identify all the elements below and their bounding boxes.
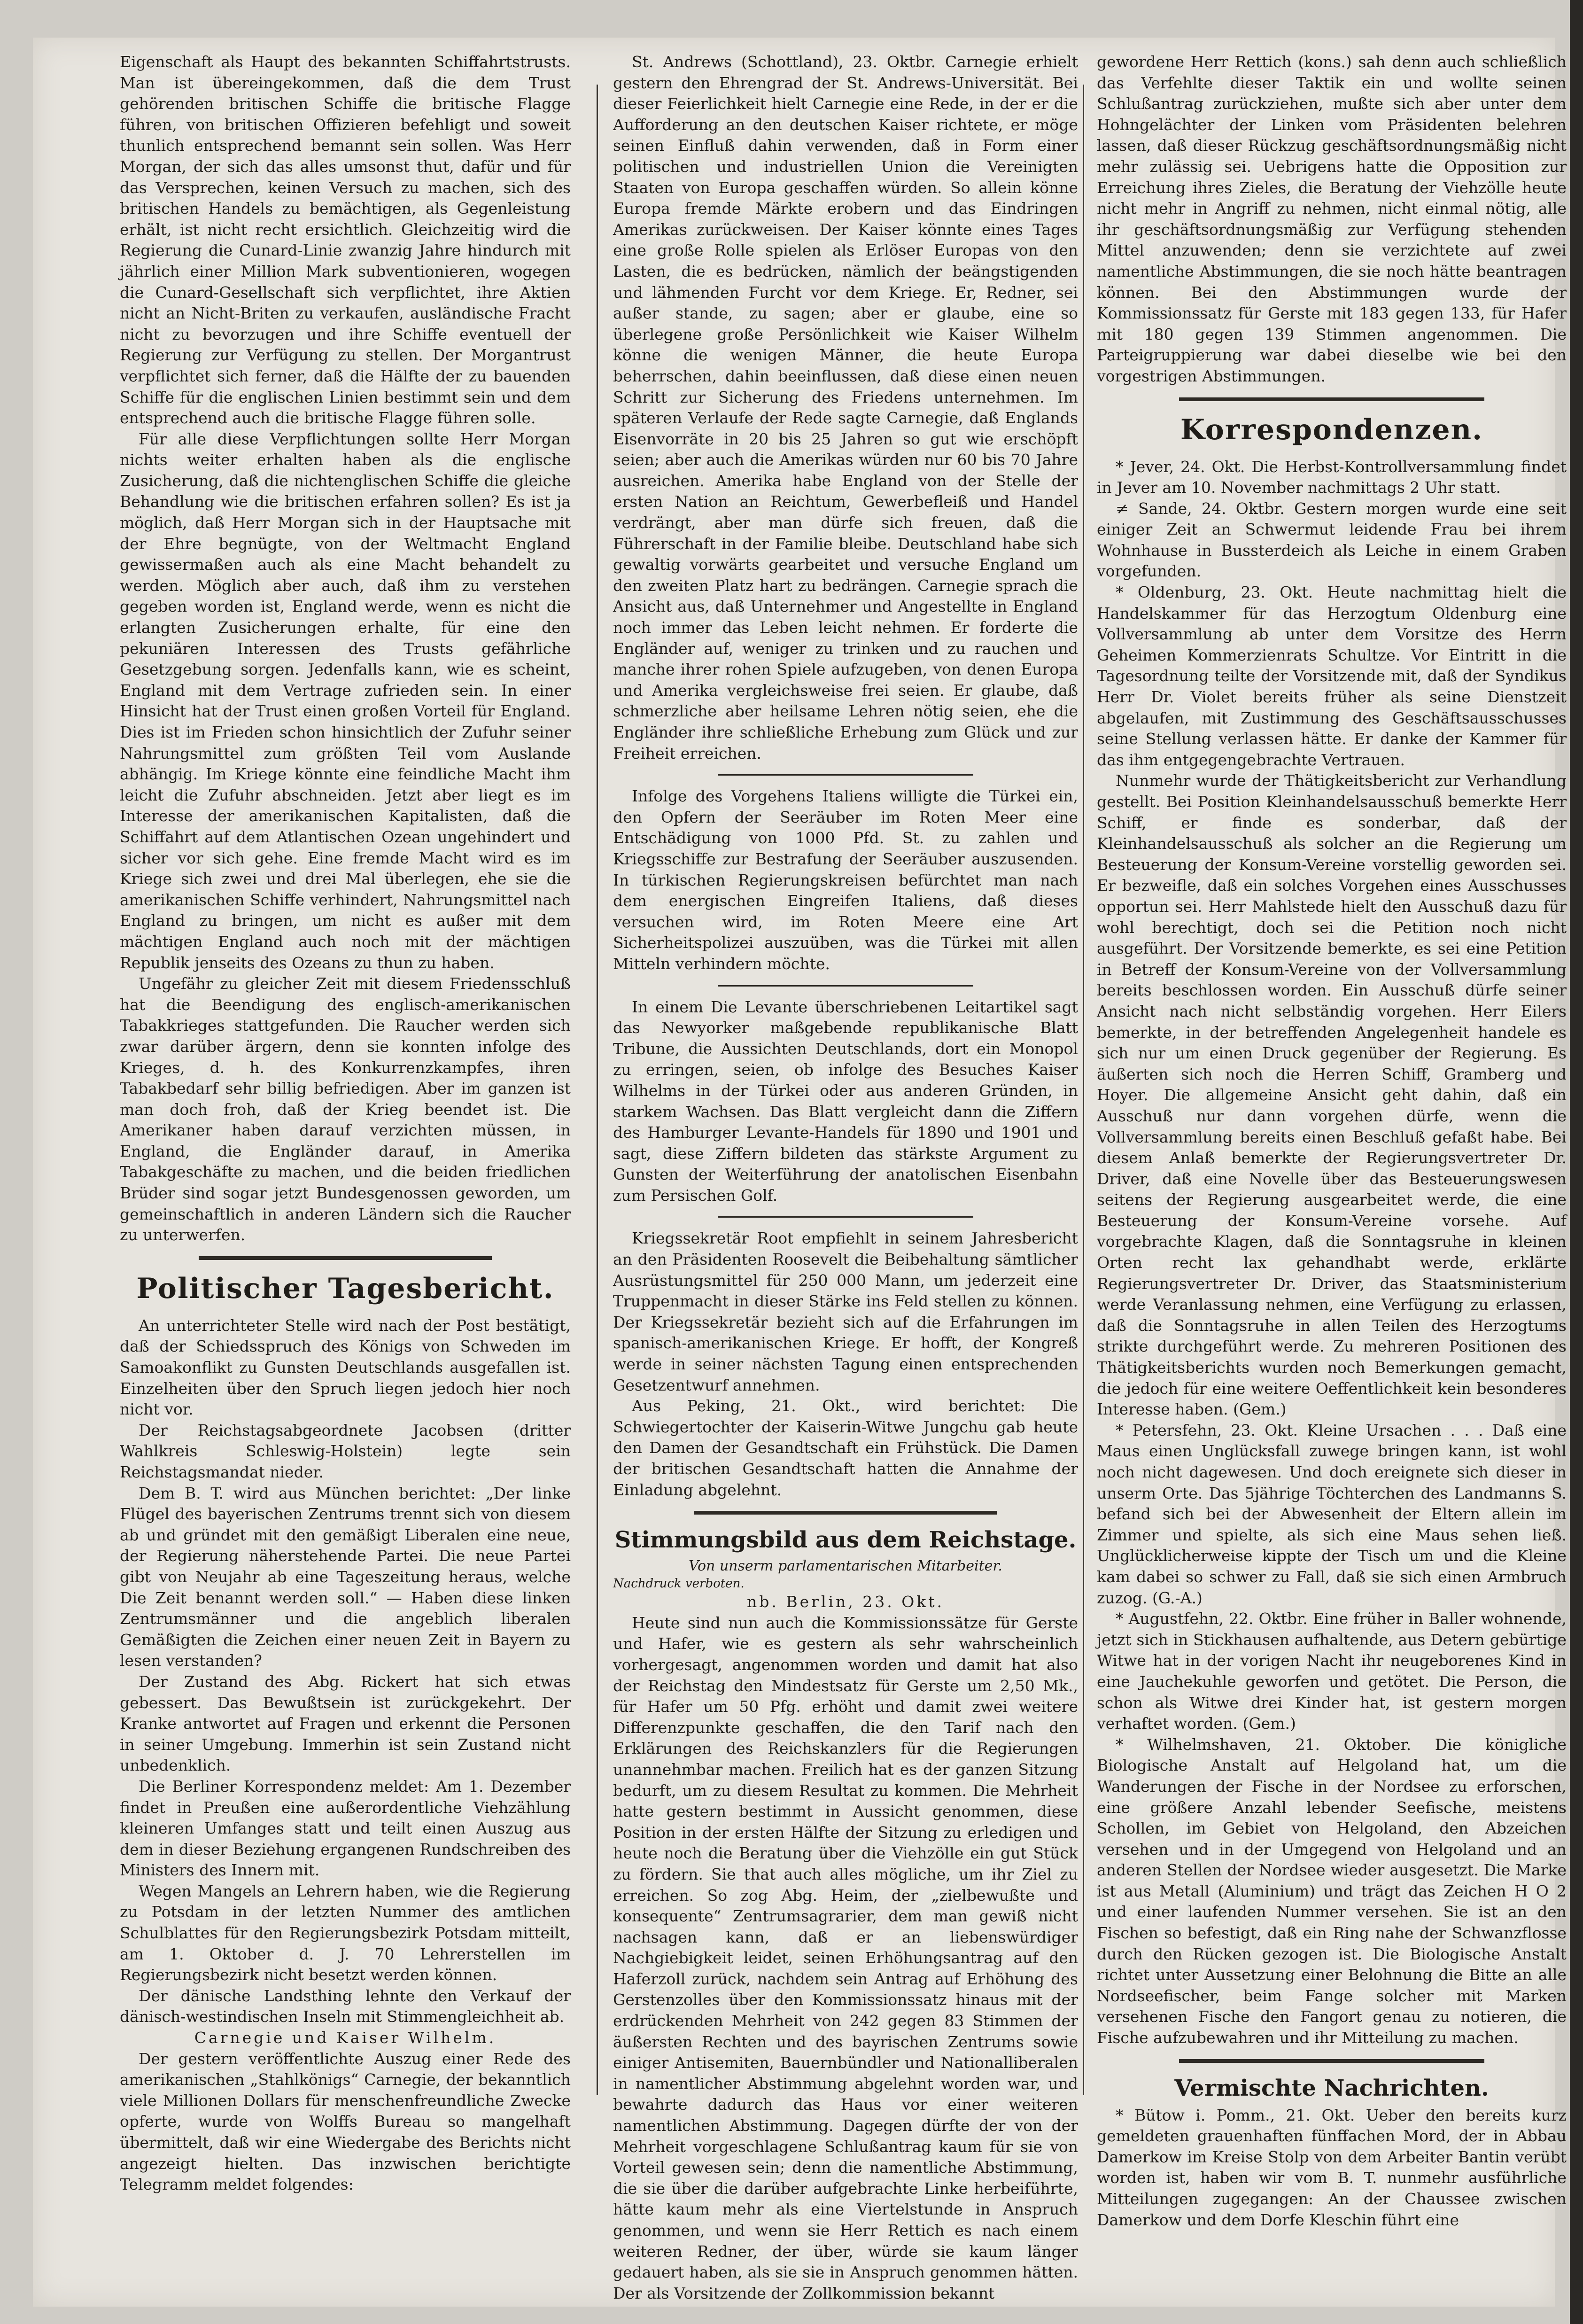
news-item: Nunmehr wurde der Thätigkeitsbericht zur Verhandlung gestellt. Bei Position Kleinhandelsausschuß bemerkte Herr Schiff, er finde es sonderbar, daß der Kleinhandelsausschuß als solcher an die Regierung um Besteuerung der Konsum-Vereine vorstellig geworden sei. Er bezweifle, daß ein solches Vorgehen eines Ausschusses opportun sei. Herr Mahlstede hielt den Ausschuß dazu für wohl berechtigt, doch sei die Petition noch nicht ausgeführt. Der Vorsitzende bemerkte, es sei eine Petition in Betreff der Konsum-Vereine von der Vollversammlung bereits beschlossen worden. Ein Ausschuß dürfe seiner Ansicht nach nicht selbständig vorgehen. Herr Eilers bemerkte, in der betreffenden Angelegenheit handele es sich nur um einen Druck gegenüber der Regierung. Es äußerten sich noch die Herren Schiff, Gramberg und Hoyer. Die allgemeine Ansicht geht dahin, daß ein Ausschuß nur dann vorgehen dürfe, wenn die Vollversammlung bereits einen Beschluß gefaßt habe. Bei diesem Anlaß bemerkte der Regierungsvertreter Dr. Driver, daß eine Novelle über das Besteuerungswesen seitens der Regierung ausgearbeitet werde, die eine Besteuerung der Konsum-Vereine vorsehe. Auf vorgebrachte Klagen, daß die Sonntagsruhe in kleinen Orten recht lax gehandhabt werde, erklärte Regierungsvertreter Dr. Driver, das Staatsministerium werde Veranlassung nehmen, eine Verfügung zu erlassen, daß die Sonntagsruhe in allen Teilen des Herzogtums strikte durchgeführt werde. Zu mehreren Positionen des Thätigkeitsberichts wurden noch Bemerkungen gemacht, die jedoch für eine weitere Oeffentlichkeit kein besonderes Interesse haben. (Gem.) — [1097, 771, 1567, 1419]
news-item: In einem Die Levante überschriebenen Leitartikel sagt das Newyorker maßgebende republikanische Blatt Tribune, die Aussichten Deutschlands, dort ein Monopol zu erringen, seien, ob infolge des Besuches Kaiser Wilhelms in der Türkei oder aus anderen Gründen, in starkem Wachsen. Das Blatt vergleicht dann die Ziffern des Hamburger Levante-Handels für 1890 und 1901 und sagt, diese Ziffern bildeten das stärkste Argument zu Gunsten der Weiterführung der anatolischen Eisenbahn zum Persischen Golf. — [613, 997, 1078, 1205]
section-divider — [199, 1256, 492, 1260]
news-item: St. Andrews (Schottland), 23. Oktbr. Carnegie erhielt gestern den Ehrengrad der St. Andrews-Universität. Bei dieser Feierlichkeit hielt Carnegie eine Rede, in der er die Aufforderung an den deutschen Kaiser richtete, er möge seinen Einfluß dahin verwenden, daß in Form einer politischen und industriellen Union die Vereinigten Staaten von Europa geschaffen würden. So allein könne Europa fremde Märkte erobern und das Eindringen Amerikas zurückweisen. Der Kaiser könnte eines Tages eine große Rolle spielen als Erlöser Europas von den Lasten, die es bedrücken, nämlich der beängstigenden und lähmenden Furcht vor dem Kriege. Er, Redner, sei außer stande, zu sagen; aber er glaube, eine so überlegene große Persönlichkeit wie Kaiser Wilhelm könne die wenigen Männer, die heute Europa beherrschen, dahin beeinflussen, daß diese einen neuen Schritt zur Sicherung des Friedens unternehmen. Im späteren Verlaufe der Rede sagte Carnegie, daß Englands Eisenvorräte in 20 bis 25 Jahren so gut wie erschöpft seien; aber auch die Amerikas würden nur 60 bis 70 Jahre ausreichen. Amerika habe England von der Stelle der ersten Nation an Reichtum, Gewerbefleiß und Handel verdrängt, aber man dürfe sich freuen, daß die Führerschaft in der Familie bleibe. Deutschland habe sich gewaltig vorwärts gearbeitet und versuche England um den zweiten Platz hart zu bedrängen. Carnegie sprach die Ansicht aus, daß Unternehmer und Angestellte in England noch immer das Leben leicht nehmen. Er forderte die Engländer auf, weniger zu trinken und zu rauchen und manche ihrer rohen Spiele aufzugeben, von denen Europa und Amerika vergleichsweise frei seien. Er glaube, daß schmerzliche aber heilsame Lehren nötig seien, ehe die Engländer ihre schließliche Erhebung zum Glück und zur Freiheit erreichen. — [613, 53, 1078, 762]
byline: Von unserm parlamentarischen Mitarbeiter. — [689, 1558, 1002, 1575]
section-heading: Korrespondenzen. — [1180, 413, 1483, 446]
article-text: Heute sind nun auch die Kommissionssätze für Gerste und Hafer, wie es gestern als sehr wahrscheinlich vorhergesagt, angenommen worden und damit hat also der Reichstag den Mindestsatz für Gerste um 2,50 Mk., für Hafer um 50 Pfg. erhöht und damit zwei weitere Differenzpunkte geschaffen, die den Tarif nach den Erklärungen des Reichskanzlers für die Regierungen unannehmbar machen. Freilich hat es der ganzen Sitzung bedurft, um zu diesem Resultat zu kommen. Die Mehrheit hatte gestern bestimmt in Aussicht genommen, diese Position in der ersten Hälfte der Sitzung zu erledigen und heute noch die Beratung über die Viehzölle ein gut Stück zu fördern. Sie that auch alles mögliche, um ihr Ziel zu erreichen. So zog Abg. Heim, der „zielbewußte und konsequente“ Zentrumsagrarier, dem man gewiß nicht nachsagen kann, daß er an liebenswürdiger Nachgiebigkeit leidet, seinen Erhöhungsantrag auf den Haferzoll zurück, nachdem sein Antrag auf Erhöhung des Gerstenzolles über den Kommissionssatz hinaus mit der erdrückenden Mehrheit von 242 gegen 83 Stimmen der äußersten Rechten und des bayrischen Zentrums sowie einiger Antisemiten, Bauernbündler und Nationalliberalen in namentlicher Abstimmung abgelehnt worden war, und bewahrte dadurch das Haus vor einer weiteren namentlichen Abstimmung. Dagegen dürfte der von der Mehrheit vorgeschlagene Schlußantrag kaum für sie von Vorteil gewesen sein; denn die namentliche Abstimmung, die sie über die darüber aufgebrachte Linke herbeiführte, hätte kaum mehr als eine Viertelstunde in Anspruch genommen, und wenn sie Herr Rettich es nach einem weiteren Redner, der über, würde sie kaum länger gedauert haben, als sie sie in Anspruch genommen hätten. Der als Vorsitzende der Zollkommission bekannt — [613, 1613, 1078, 2302]
item-divider — [718, 1216, 974, 1218]
article-text: Für alle diese Verpflichtungen sollte Herr Morgan nichts weiter erhalten haben als die englische Zusicherung, daß die nichtenglischen Schiffe die gleiche Behandlung wie die britischen erfahren sollen? Es ist ja möglich, daß Herr Morgan sich in der Hauptsache mit der Ehre begnügte, von der Weltmacht England gewissermaßen auch als eine Macht behandelt zu werden. Möglich aber auch, daß ihm zu verstehen gegeben worden ist, England werde, wenn es nicht die erlangten Zusicherungen erhalte, für eine den pekuniären Interessen des Trusts gefährliche Gesetzgebung sorgen. Jedenfalls kann, wie es scheint, England mit dem Vertrage zufrieden sein. In einer Hinsicht hat der Trust einen großen Vorteil für England. Dies ist im Frieden schon hinsichtlich der Zufuhr seiner Nahrungsmittel zum größten Teil vom Auslande abhängig. Im Kriege könnte eine feindliche Macht ihm leicht die Zufuhr abschneiden. Jetzt aber liegt es im Interesse der amerikanischen Kapitalisten, daß die Schiffahrt auf dem Atlantischen Ozean ungehindert und sicher vor sich gehe. Eine fremde Macht wird es im Kriege sich zwei und drei Mal überlegen, ehe sie die amerikanischen Schiffe verhindert, Nahrungsmittel nach England zu bringen, um nicht es außer mit dem mächtigen England auch noch mit der mächtigen Republik jenseits des Ozeans zu thun zu haben. — [120, 429, 571, 972]
section-heading: Politischer Tagesbericht. — [136, 1272, 554, 1305]
news-item: * Augustfehn, 22. Oktbr. Eine früher in Baller wohnende, jetzt sich in Stickhausen aufhaltende, aus Detern gebürtige Witwe hat in der vorigen Nacht ihr neugeborenes Kind in eine Jauchekuhle geworfen und getötet. Die Person, die schon als Witwe drei Kinder hat, ist gestern morgen verhaftet worden. (Gem.) — [1097, 1609, 1567, 1733]
column-1 — [120, 52, 571, 2194]
column-3 — [1097, 52, 1567, 2229]
item-divider — [718, 774, 974, 776]
subheading: Carnegie und Kaiser Wilhelm. — [194, 2029, 497, 2047]
news-item: Aus Peking, 21. Okt., wird berichtet: Die Schwiegertochter der Kaiserin-Witwe Jungchu gab heute den Damen der Gesandtschaft ein Frühstück. Die Damen der britischen Gesandtschaft hatten die Annahme der Einladung abgelehnt. — [613, 1397, 1078, 1499]
column-rule-left — [597, 85, 598, 2095]
news-item: Der Reichstagsabgeordnete Jacobsen (dritter Wahlkreis Schleswig-Holstein) legte sein Reichstagsmandat nieder. — [120, 1421, 571, 1481]
article-text: gewordene Herr Rettich (kons.) sah denn auch schließlich das Verfehlte dieser Taktik ein und wollte seinen Schlußantrag zurückziehen, mußte sich aber unter dem Hohngelächter der Linken vom Präsidenten belehren lassen, daß dieser Rückzug geschäftsordnungsmäßig nicht mehr zulässig sei. Uebrigens hatte die Opposition zur Erreichung ihres Zieles, die Beratung der Viehzölle heute nicht mehr in Angriff zu nehmen, nicht einmal nötig, alle ihr geschäftsordnungsmäßig zur Verfügung stehenden Mittel anzuwenden; denn sie verzichtete auf zwei namentliche Abstimmungen, die sie noch hätte beantragen können. Bei den Abstimmungen wurde der Kommissionssatz für Gerste mit 183 gegen 133, für Hafer mit 180 gegen 139 Stimmen angenommen. Die Parteigruppierung war dabei dieselbe wie bei den vorgestrigen Abstimmungen. — [1097, 53, 1567, 385]
item-divider — [718, 985, 974, 987]
news-item: * Bütow i. Pomm., 21. Okt. Ueber den bereits kurz gemeldeten grauenhaften fünffachen Mord, der in Abbau Damerkow im Kreise Stolp von dem Arbeiter Bantin verübt worden ist, haben wir vom B. T. nunmehr ausführliche Mitteilungen zugegangen: An der Chaussee zwischen Damerkow und dem Dorfe Kleschin führt eine — [1097, 2106, 1567, 2229]
column-rule-right — [1083, 85, 1084, 2095]
section-divider — [1179, 397, 1484, 401]
section-heading: Stimmungsbild aus dem Reichstage. — [614, 1527, 1077, 1554]
news-item: Infolge des Vorgehens Italiens willigte die Türkei ein, den Opfern der Seeräuber im Roten Meer eine Entschädigung von 1000 Pfd. St. zu zahlen und Kriegsschiffe zur Bestrafung der Seeräuber auszusenden. In türkischen Regierungskreisen befürchtet man nach dem energischen Eingreifen Italiens, daß dieses versuchen wird, im Roten Meere eine Art Sicherheitspolizei auszuüben, was die Türkei mit allen Mitteln verhindern möchte. — [613, 787, 1078, 973]
scan-edge — [1570, 0, 1583, 2324]
section-divider — [1179, 2059, 1484, 2063]
news-item: * Wilhelmshaven, 21. Oktober. Die königliche Biologische Anstalt auf Helgoland hat, um die Wanderungen der Fische in der Nordsee zu erforschen, eine größere Anzahl lebender Seefische, meistens Schollen, im Gebiet von Helgoland, den Abzeichen versehen und in der Umgegend von Helgoland und an anderen Stellen der Nordsee wieder ausgesetzt. Die Marke ist aus Metall (Aluminium) und trägt das Zeichen H O 2 und einer laufenden Nummer versehen. Sie ist an den Fischen so befestigt, daß ein Ring nahe der Schwanzflosse durch den Rücken gezogen ist. Die Biologische Anstalt richtet unter Aussetzung einer Belohnung die Bitte an alle Nordseefischer, beim Fange solcher mit Marken versehenen Fische den Fangort genau zu notieren, die Fische aufzubewahren und ihr Mitteilung zu machen. — [1097, 1735, 1567, 2047]
section-divider — [694, 1511, 997, 1515]
article-text: Ungefähr zu gleicher Zeit mit diesem Friedensschluß hat die Beendigung des englisch-amerikanischen Tabakkrieges stattgefunden. Die Raucher werden sich zwar darüber ärgern, denn sie konnten infolge des Krieges, d. h. des Konkurrenzkampfes, ihren Tabakbedarf sehr billig befriedigen. Aber im ganzen ist man doch froh, daß der Krieg beendet ist. Die Amerikaner haben darauf verzichten müssen, in England, die Engländer darauf, in Amerika Tabakgeschäfte zu machen, und die beiden friedlichen Brüder sind sogar jetzt Bundesgenossen geworden, um gemeinschaftlich in anderen Ländern sich die Raucher zu unterwerfen. — [120, 974, 571, 1244]
section-heading: Vermischte Nachrichten. — [1174, 2075, 1489, 2101]
dateline: nb. Berlin, 23. Okt. — [746, 1593, 945, 1611]
column-2 — [613, 52, 1078, 2302]
news-item: * Oldenburg, 23. Okt. Heute nachmittag hielt die Handelskammer für das Herzogtum Oldenburg eine Vollversammlung ab unter dem Vorsitze des Herrn Geheimen Kommerzienrats Schultze. Vor Eintritt in die Tagesordnung teilte der Vorsitzende mit, daß der Syndikus Herr Dr. Violet bereits früher als seine Dienstzeit abgelaufen, mit Zustimmung des Geschäftsausschusses seine Stellung verlassen hätte. Er danke der Kammer für das ihm entgegengebrachte Vertrauen. — [1097, 583, 1567, 769]
news-item: Wegen Mangels an Lehrern haben, wie die Regierung zu Potsdam in der letzten Nummer des amtlichen Schulblattes für den Regierungsbezirk Potsdam mitteilt, am 1. Oktober d. J. 70 Lehrerstellen im Regierungsbezirk nicht besetzt werden können. — [120, 1881, 571, 1984]
article-text: Eigenschaft als Haupt des bekannten Schiffahrtstrusts. Man ist übereingekommen, daß die dem Trust gehörenden britischen Schiffe die britische Flagge führen, von britischen Offizieren befehligt und soweit thunlich entsprechend bemannt sein sollen. Was Herr Morgan, der sich das alles umsonst thut, dafür und für das Versprechen, keinen Versuch zu machen, sich des britischen Handels zu bemächtigen, als Gegenleistung erhält, ist nicht recht ersichtlich. Gleichzeitig wird die Regierung die Cunard-Linie zwanzig Jahre hindurch mit jährlich einer Million Mark subventionieren, wogegen die Cunard-Gesellschaft sich verpflichtet, ihre Aktien nicht an Nicht-Briten zu verkaufen, ausländische Fracht nicht zu bevorzugen und ihre Schiffe eventuell der Regierung zur Verfügung zu stellen. Der Morgantrust verpflichtet sich ferner, daß die Hälfte der zu bauenden Schiffe für die englischen Linien bestimmt sein und dem entsprechend auch die britische Flagge führen solle. — [120, 53, 571, 427]
news-item: * Jever, 24. Okt. Die Herbst-Kontrollversammlung findet in Jever am 10. November nachmittags 2 Uhr statt. — [1097, 457, 1567, 497]
news-item: Der gestern veröffentlichte Auszug einer Rede des amerikanischen „Stahlkönigs“ Carnegie, der bekanntlich viele Millionen Dollars für menschenfreundliche Zwecke opferte, wurde von Wolffs Bureau so mangelhaft übermittelt, daß wir eine Wiedergabe des Berichts nicht angezeigt hielten. Das inzwischen berichtigte Telegramm meldet folgendes: — [120, 2049, 571, 2194]
news-item: An unterrichteter Stelle wird nach der Post bestätigt, daß der Schiedsspruch des Königs von Schweden im Samoakonflikt zu Gunsten Deutschlands ausgefallen ist. Einzelheiten über den Spruch liegen jedoch hier noch nicht vor. — [120, 1316, 571, 1419]
news-item: Der Zustand des Abg. Rickert hat sich etwas gebessert. Das Bewußtsein ist zurückgekehrt. Der Kranke antwortet auf Fragen und erkennt die Personen in seiner Umgebung. Immerhin ist sein Zustand nicht unbedenklich. — [120, 1672, 571, 1775]
news-item: Die Berliner Korrespondenz meldet: Am 1. Dezember findet in Preußen eine außerordentliche Viehzählung kleineren Umfanges statt und teilt einen Auszug aus dem in dieser Beziehung ergangenen Rundschreiben des Ministers des Innern mit. — [120, 1777, 571, 1880]
news-item: Der dänische Landsthing lehnte den Verkauf der dänisch-westindischen Inseln mit Stimmengleichheit ab. — [120, 1986, 571, 2026]
news-item: Dem B. T. wird aus München berichtet: „Der linke Flügel des bayerischen Zentrums trennt sich von diesem ab und gründet mit den gemäßigt Liberalen eine neue, der Regierung näherstehende Partei. Die neue Partei gibt von Neujahr ab eine Tageszeitung heraus, welche Die Zeit benannt werden soll.“ — Haben diese linken Zentrumsmänner und die angeblich liberalen Gemäßigten die Zeichen einer neuen Zeit in Bayern zu lesen verstanden? — [120, 1484, 571, 1670]
news-item: Kriegssekretär Root empfiehlt in seinem Jahresbericht an den Präsidenten Roosevelt die Beibehaltung sämtlicher Ausrüstungsmittel für 250 000 Mann, um jederzeit eine Truppenmacht in dieser Stärke ins Feld stellen zu können. Der Kriegssekretär bezieht sich auf die Erfahrungen im spanisch-amerikanischen Kriege. Er hofft, der Kongreß werde in seiner nächsten Tagung einen entsprechenden Gesetzentwurf annehmen. — [613, 1229, 1078, 1394]
news-item: * Petersfehn, 23. Okt. Kleine Ursachen . . . Daß eine Maus einen Unglücksfall zuwege bringen kann, ist wohl noch nicht dagewesen. Und doch ereignete sich dieser in unserm Orte. Das 5jährige Töchterchen des Landmanns S. befand sich bei der Abwesenheit der Eltern allein im Zimmer und spielte, als sich eine Maus sehen ließ. Unglücklicherweise kippte der Tisch um und die Kleine kam dabei so schwer zu Fall, daß sie sich einen Armbruch zuzog. (G.-A.) — [1097, 1421, 1567, 1607]
news-item: ≠ Sande, 24. Oktbr. Gestern morgen wurde eine seit einiger Zeit an Schwermut leidende Frau bei ihrem Wohnhause in Bussterdeich als Leiche in einem Graben vorgefunden. — [1097, 499, 1567, 581]
reprint-note: Nachdruck verboten. — [613, 1577, 745, 1591]
